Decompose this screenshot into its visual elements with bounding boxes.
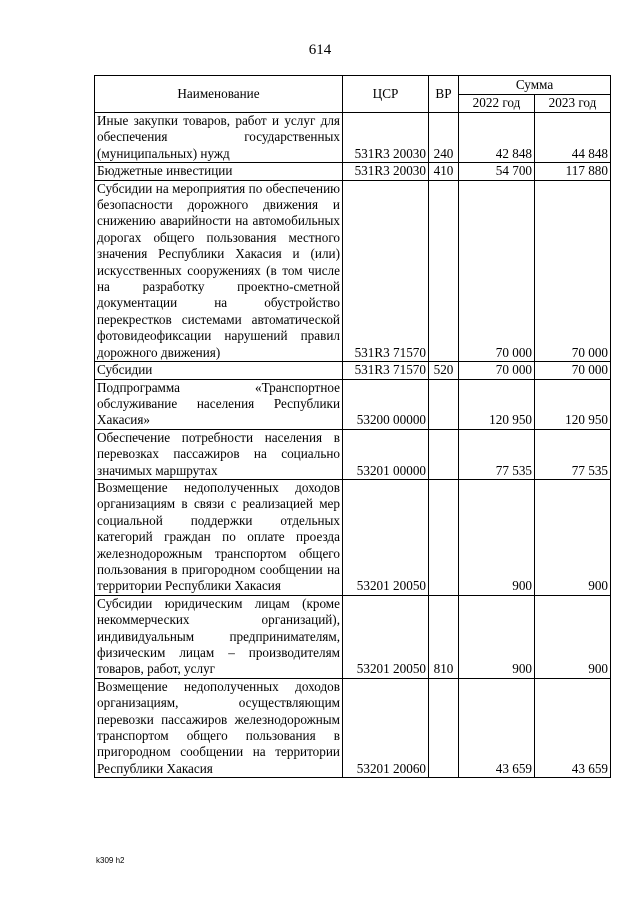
row-sum-2022: 43 659 — [459, 678, 535, 777]
row-name: Субсидии — [95, 362, 343, 379]
row-sum-2022: 70 000 — [459, 362, 535, 379]
table-row — [95, 678, 611, 777]
table-row — [95, 163, 611, 180]
page-number: 614 — [308, 42, 332, 58]
row-vr — [429, 678, 459, 777]
footer-code: k309 h2 — [96, 856, 125, 865]
row-csr: 531R3 20030 — [343, 163, 429, 180]
row-name: Субсидии на мероприятия по обеспечению безопасности дорожного движения и снижению аварийности на автомобильных дорогах общего пользования местного значения Республики Хакасия и (или) искусственных сооружениях (в том числе на разработку проектно-сметной документации на обустройство перекрестков системами автоматической фотовидеофиксации нарушений правил дорожного движения) — [95, 180, 343, 361]
budget-table — [94, 75, 611, 778]
row-vr: 520 — [429, 362, 459, 379]
row-name: Обеспечение потребности населения в перевозках пассажиров на социально значимых маршрутах — [95, 429, 343, 479]
row-sum-2022: 900 — [459, 479, 535, 595]
row-sum-2022: 42 848 — [459, 113, 535, 163]
row-csr: 53201 00000 — [343, 429, 429, 479]
header-sum: Сумма — [459, 76, 611, 95]
row-sum-2023: 70 000 — [535, 362, 611, 379]
row-vr — [429, 479, 459, 595]
row-csr: 53201 20050 — [343, 479, 429, 595]
row-sum-2022: 54 700 — [459, 163, 535, 180]
row-sum-2023: 900 — [535, 479, 611, 595]
row-sum-2023: 117 880 — [535, 163, 611, 180]
row-sum-2023: 44 848 — [535, 113, 611, 163]
row-csr: 531R3 71570 — [343, 362, 429, 379]
header-year-2023: 2023 год — [535, 94, 611, 113]
row-name: Возмещение недополученных доходов организациям в связи с реализацией мер социальной поддержки отдельных категорий граждан по оплате проезда железнодорожным транспортом общего пользования в пригородном сообщении на территории Республики Хакасия — [95, 479, 343, 595]
header-name: Наименование — [95, 76, 343, 113]
row-csr: 53200 00000 — [343, 379, 429, 429]
row-sum-2022: 77 535 — [459, 429, 535, 479]
table-row — [95, 429, 611, 479]
row-sum-2022: 70 000 — [459, 180, 535, 361]
table-row — [95, 595, 611, 678]
table-row — [95, 479, 611, 595]
row-sum-2022: 120 950 — [459, 379, 535, 429]
row-vr: 810 — [429, 595, 459, 678]
row-name: Бюджетные инвестиции — [95, 163, 343, 180]
table-header-row — [95, 76, 611, 95]
row-sum-2022: 900 — [459, 595, 535, 678]
table-row — [95, 180, 611, 361]
table-row — [95, 113, 611, 163]
row-vr — [429, 379, 459, 429]
row-csr: 53201 20060 — [343, 678, 429, 777]
header-csr: ЦСР — [343, 76, 429, 113]
row-vr — [429, 429, 459, 479]
table-row — [95, 379, 611, 429]
row-csr: 53201 20050 — [343, 595, 429, 678]
row-csr: 531R3 20030 — [343, 113, 429, 163]
row-sum-2023: 120 950 — [535, 379, 611, 429]
row-name: Иные закупки товаров, работ и услуг для обеспечения государственных (муниципальных) нужд — [95, 113, 343, 163]
row-sum-2023: 43 659 — [535, 678, 611, 777]
row-sum-2023: 70 000 — [535, 180, 611, 361]
table-row — [95, 362, 611, 379]
header-year-2022: 2022 год — [459, 94, 535, 113]
row-vr: 240 — [429, 113, 459, 163]
row-name: Подпрограмма «Транспортное обслуживание населения Республики Хакасия» — [95, 379, 343, 429]
row-sum-2023: 900 — [535, 595, 611, 678]
row-name: Субсидии юридическим лицам (кроме некоммерческих организаций), индивидуальным предпринимателям, физическим лицам – производителям товаров, работ, услуг — [95, 595, 343, 678]
row-name: Возмещение недополученных доходов организациям, осуществляющим перевозки пассажиров железнодорожным транспортом общего пользования в пригородном сообщении на территории Республики Хакасия — [95, 678, 343, 777]
row-vr — [429, 180, 459, 361]
header-vr: ВР — [429, 76, 459, 113]
row-sum-2023: 77 535 — [535, 429, 611, 479]
row-csr: 531R3 71570 — [343, 180, 429, 361]
row-vr: 410 — [429, 163, 459, 180]
